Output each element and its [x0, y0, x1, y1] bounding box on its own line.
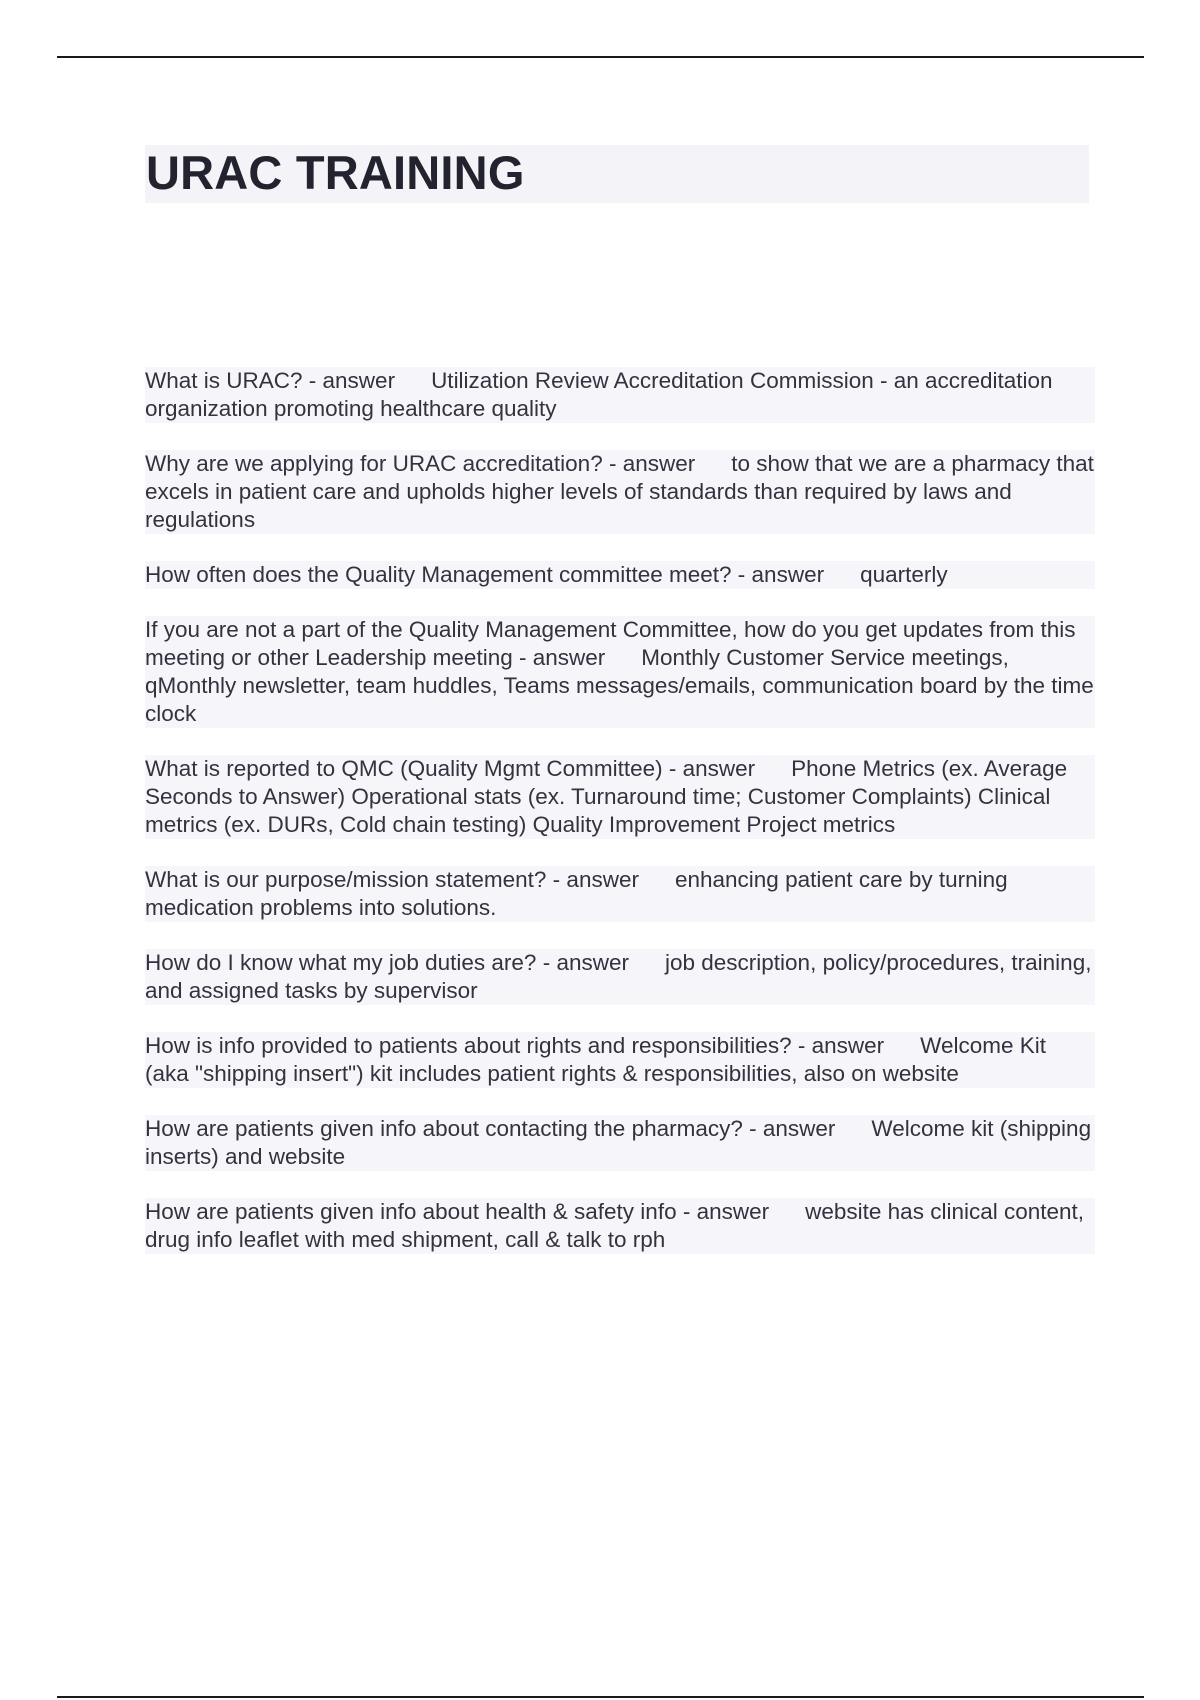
question-text: How are patients given info about health & safety info - answer: [145, 1199, 770, 1224]
qa-list: [145, 367, 1095, 1281]
question-text: How do I know what my job duties are? - answer: [145, 950, 629, 975]
qa-item: [145, 866, 1095, 922]
answer-text: Utilization Review Accreditation Commission - an accreditation organization promoting healthcare quality: [145, 368, 1053, 421]
qa-item: [145, 561, 1095, 589]
question-text: What is reported to QMC (Quality Mgmt Committee) - answer: [145, 756, 756, 781]
question-text: What is URAC? - answer: [145, 368, 396, 393]
bottom-rule: [57, 1696, 1144, 1698]
answer-text: website has clinical content, drug info leaflet with med shipment, call & talk to rph: [145, 1199, 1085, 1252]
qa-item: [145, 367, 1095, 423]
answer-text: to show that we are a pharmacy that excels in patient care and upholds higher levels of standards than required by laws and regulations: [145, 451, 1094, 532]
answer-text: job description, policy/procedures, training, and assigned tasks by supervisor: [145, 950, 1092, 1003]
question-text: Why are we applying for URAC accreditation? - answer: [145, 451, 696, 476]
qa-item: [145, 616, 1095, 728]
answer-text: Welcome kit (shipping inserts) and website: [145, 1116, 1092, 1169]
question-text: If you are not a part of the Quality Management Committee, how do you get updates from this meeting or other Leadership meeting - answer: [145, 617, 1076, 670]
question-text: How often does the Quality Management committee meet? - answer: [145, 562, 825, 587]
answer-text: Monthly Customer Service meetings, qMonthly newsletter, team huddles, Teams messages/emails, communication board by the time clock: [145, 645, 1094, 726]
qa-item: [145, 949, 1095, 1005]
document-title: URAC TRAINING: [146, 146, 525, 199]
answer-text: Phone Metrics (ex. Average Seconds to Answer) Operational stats (ex. Turnaround time; Customer Complaints) Clinical metrics (ex. DURs, Cold chain testing) Quality Improvement Project metrics: [145, 756, 1068, 837]
qa-item: [145, 1198, 1095, 1254]
qa-item: [145, 1032, 1095, 1088]
question-text: How is info provided to patients about rights and responsibilities? - answer: [145, 1033, 885, 1058]
qa-item: [145, 450, 1095, 534]
answer-text: quarterly: [860, 562, 948, 587]
qa-item: [145, 755, 1095, 839]
answer-text: enhancing patient care by turning medication problems into solutions.: [145, 867, 1008, 920]
top-rule: [57, 56, 1144, 58]
qa-item: [145, 1115, 1095, 1171]
answer-text: Welcome Kit (aka "shipping insert") kit includes patient rights & responsibilities, also on website: [145, 1033, 1047, 1086]
question-text: What is our purpose/mission statement? - answer: [145, 867, 639, 892]
question-text: How are patients given info about contacting the pharmacy? - answer: [145, 1116, 836, 1141]
